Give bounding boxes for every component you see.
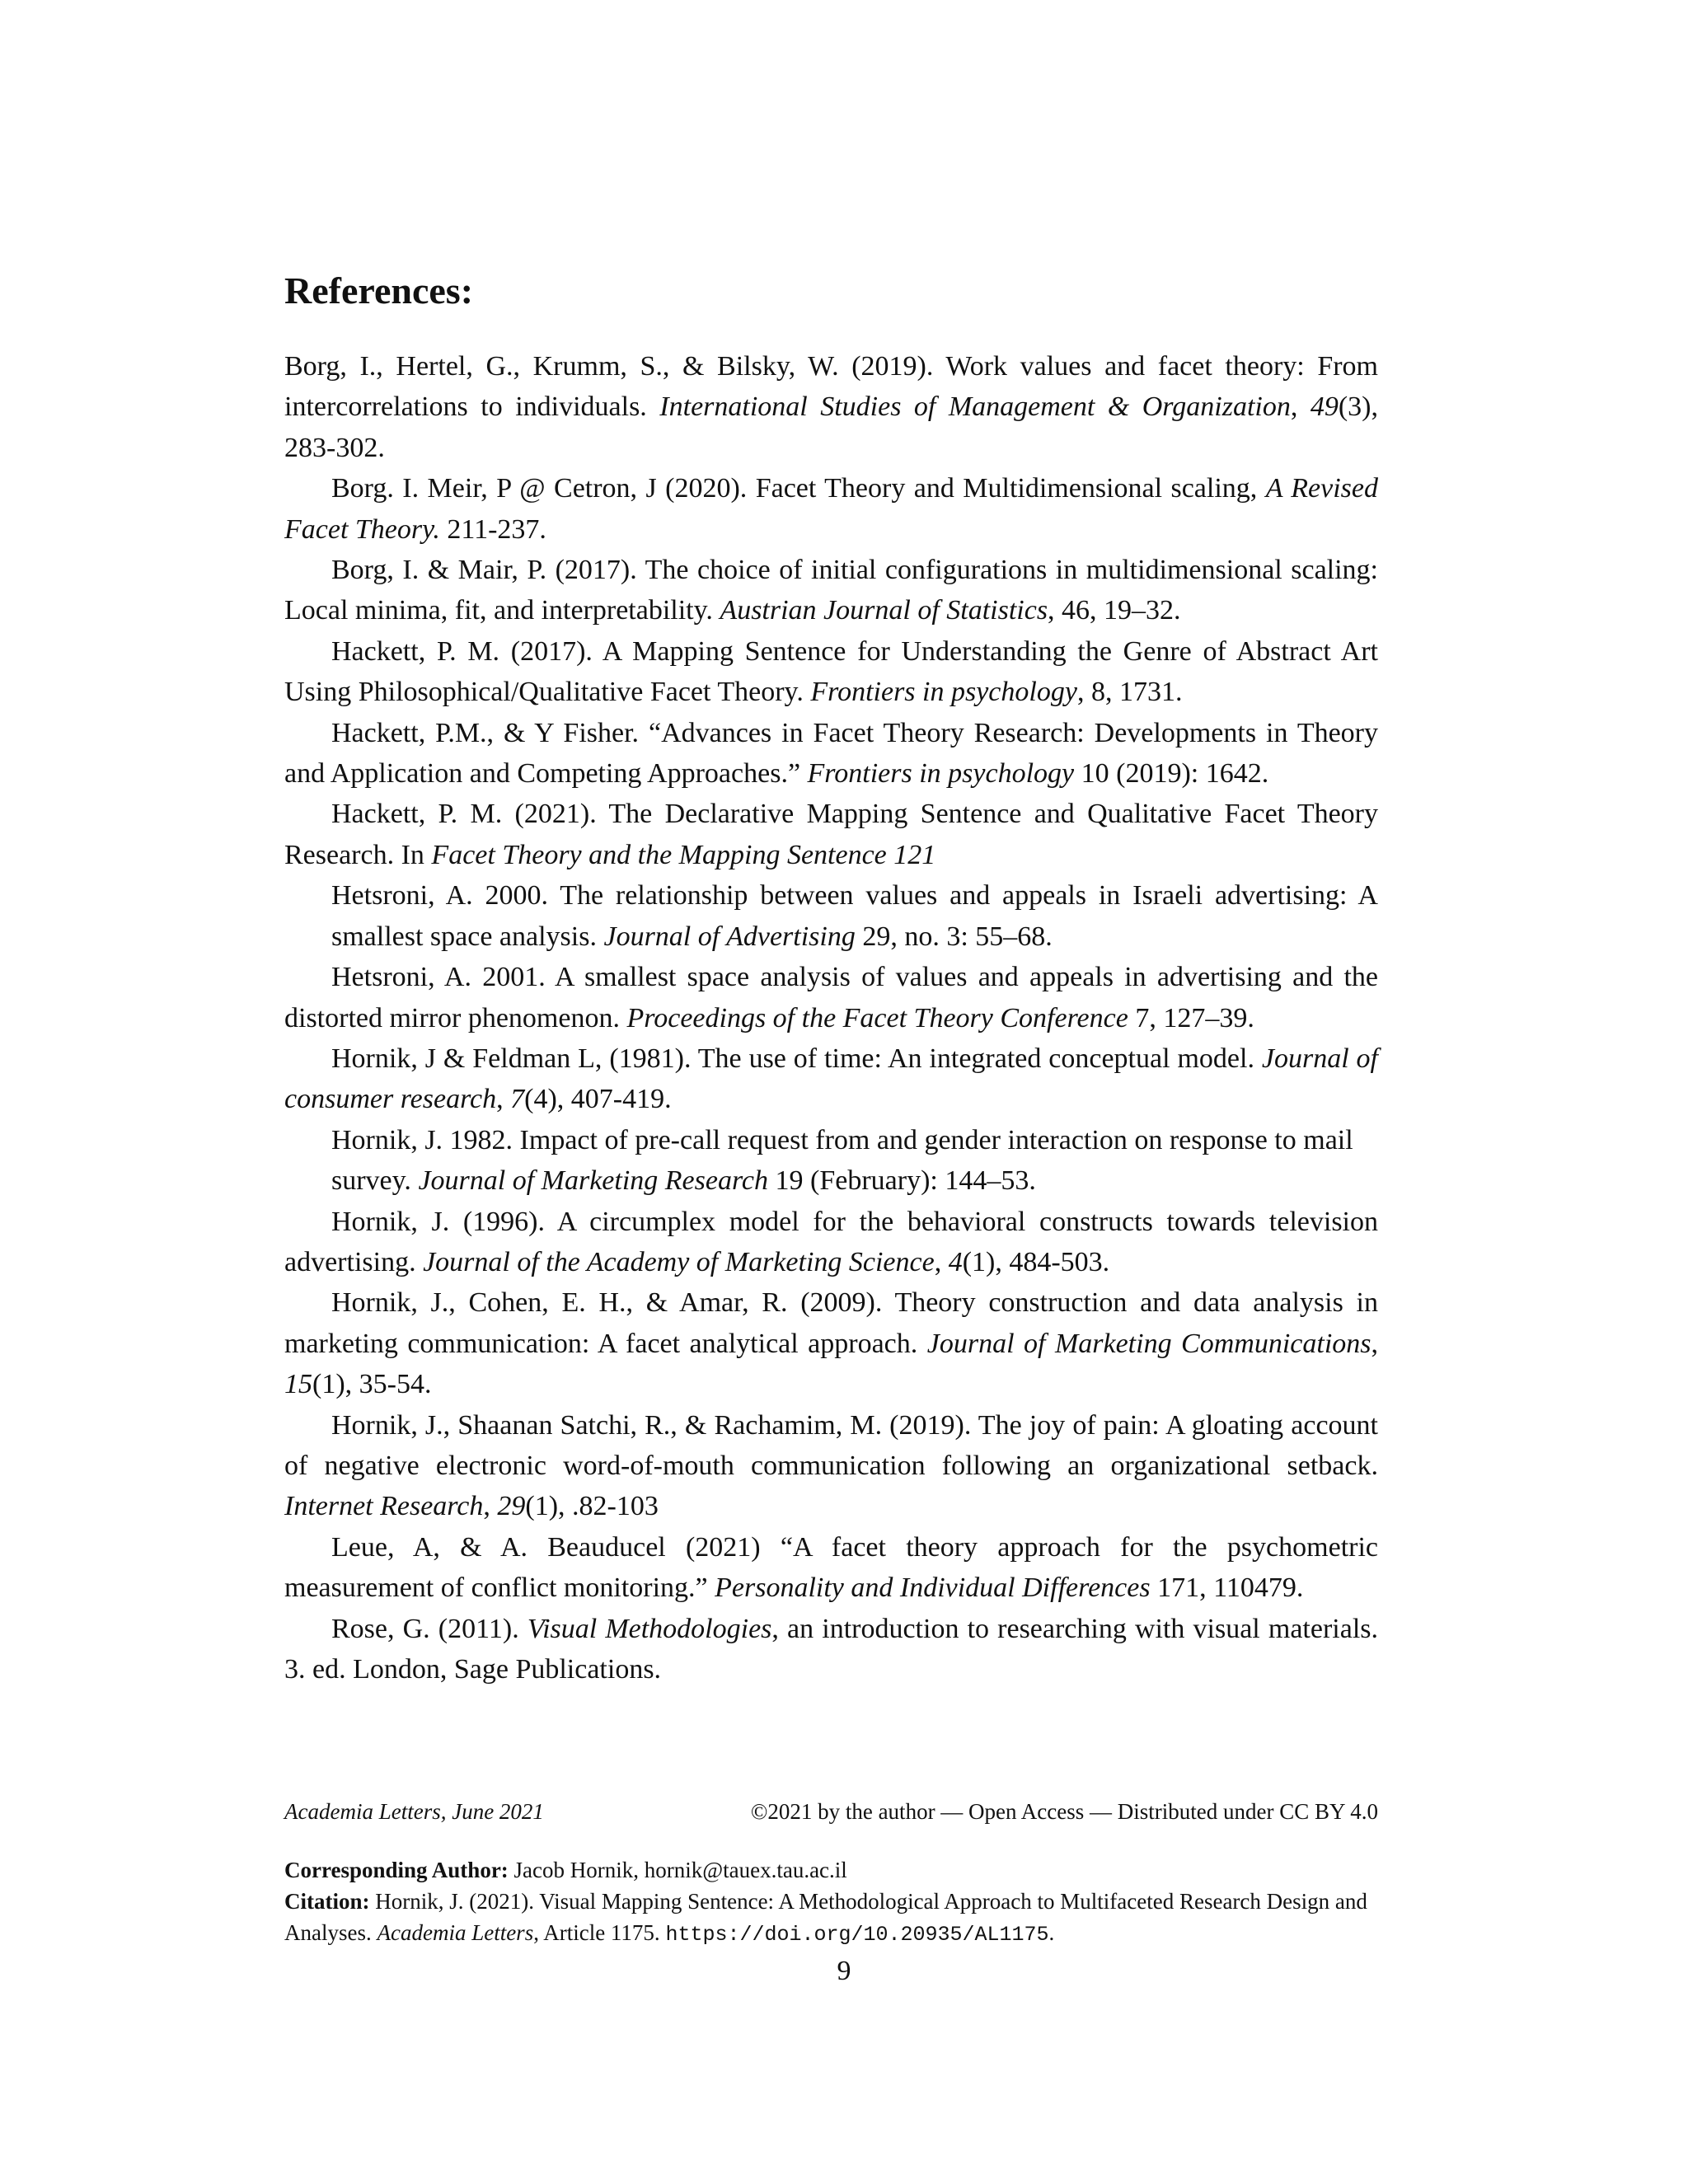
reference-item: Borg. I. Meir, P @ Cetron, J (2020). Facet Theory and Multidimensional scaling, A Revised Facet Theory. 211-237. (284, 473, 1379, 545)
footer-license: ©2021 by the author — Open Access — Distributed under CC BY 4.0 (750, 1799, 1378, 1824)
corresponding-author: Corresponding Author: Jacob Hornik, hornik@tauex.tau.ac.il (284, 1858, 847, 1882)
correspondence-block (284, 1854, 1378, 1951)
reference-item: Hornik, J & Feldman L, (1981). The use of time: An integrated conceptual model. Journal of consumer research, 7(4), 407-419. (284, 1043, 1379, 1115)
page-number: 9 (837, 1956, 851, 1986)
reference-item: Hackett, P. M. (2017). A Mapping Sentence for Understanding the Genre of Abstract Art Using Philosophical/Qualitative Facet Theory. Frontiers in psychology, 8, 1731. (284, 635, 1378, 708)
reference-item: Hornik, J. (1996). A circumplex model for the behavioral constructs towards television advertising. Journal of the Academy of Marketing Science, 4(1), 484-503. (284, 1206, 1378, 1277)
footer-journal: Academia Letters, June 2021 (284, 1799, 544, 1824)
reference-list (284, 346, 1378, 1690)
reference-item: Rose, G. (2011). Visual Methodologies, an introduction to researching with visual materials. 3. ed. London, Sage Publications. (284, 1613, 1378, 1685)
reference-item: Hackett, P.M., & Y Fisher. “Advances in Facet Theory Research: Developments in Theory and Application and Competing Approaches.” Frontiers in psychology 10 (2019): 1642. (284, 717, 1378, 790)
reference-item: Borg, I. & Mair, P. (2017). The choice of initial configurations in multidimensional scaling: Local minima, fit, and interpretability. Austrian Journal of Statistics, 46, 19–32. (284, 555, 1378, 626)
reference-item: Hetsroni, A. 2001. A smallest space analysis of values and appeals in advertising and the distorted mirror phenomenon. Proceedings of the Facet Theory Conference 7, 127–39. (284, 962, 1378, 1033)
reference-item: Leue, A, & A. Beauducel (2021) “A facet theory approach for the psychometric measurement of conflict monitoring.” Personality and Individual Differences 171, 110479. (284, 1531, 1378, 1604)
reference-item: Hornik, J. 1982. Impact of pre-call request from and gender interaction on response to mail survey. Journal of Marketing Research 19 (February): 144–53. (331, 1124, 1353, 1197)
reference-item: Hackett, P. M. (2021). The Declarative Mapping Sentence and Qualitative Facet Theory Research. In Facet Theory and the Mapping Sentence 121 (284, 799, 1378, 870)
reference-item: Hornik, J., Shaanan Satchi, R., & Rachamim, M. (2019). The joy of pain: A gloating account of negative electronic word-of-mouth communication following an organizational setback. Internet Research, 29(1), .82-103 (284, 1409, 1378, 1522)
doi-link[interactable]: https://doi.org/10.20935/AL1175 (665, 1923, 1049, 1947)
reference-item: Hornik, J., Cohen, E. H., & Amar, R. (2009). Theory construction and data analysis in marketing communication: A facet analytical approach. Journal of Marketing Communications, 15(1), 35-54. (284, 1287, 1378, 1400)
reference-item: Hetsroni, A. 2000. The relationship between values and appeals in Israeli advertising: A smallest space analysis. Journal of Advertising 29, no. 3: 55–68. (331, 880, 1378, 952)
citation: Citation: Hornik, J. (2021). Visual Mapping Sentence: A Methodological Approach to Multifaceted Research Design and Analyses. Academia Letters, Article 1175. https://doi.org/10.20935/AL1175. (284, 1889, 1367, 1947)
references-heading: References: (284, 269, 474, 312)
reference-item: Borg, I., Hertel, G., Krumm, S., & Bilsky, W. (2019). Work values and facet theory: From intercorrelations to individuals. International Studies of Management & Organization, 49(3), 283-302. (284, 351, 1378, 463)
